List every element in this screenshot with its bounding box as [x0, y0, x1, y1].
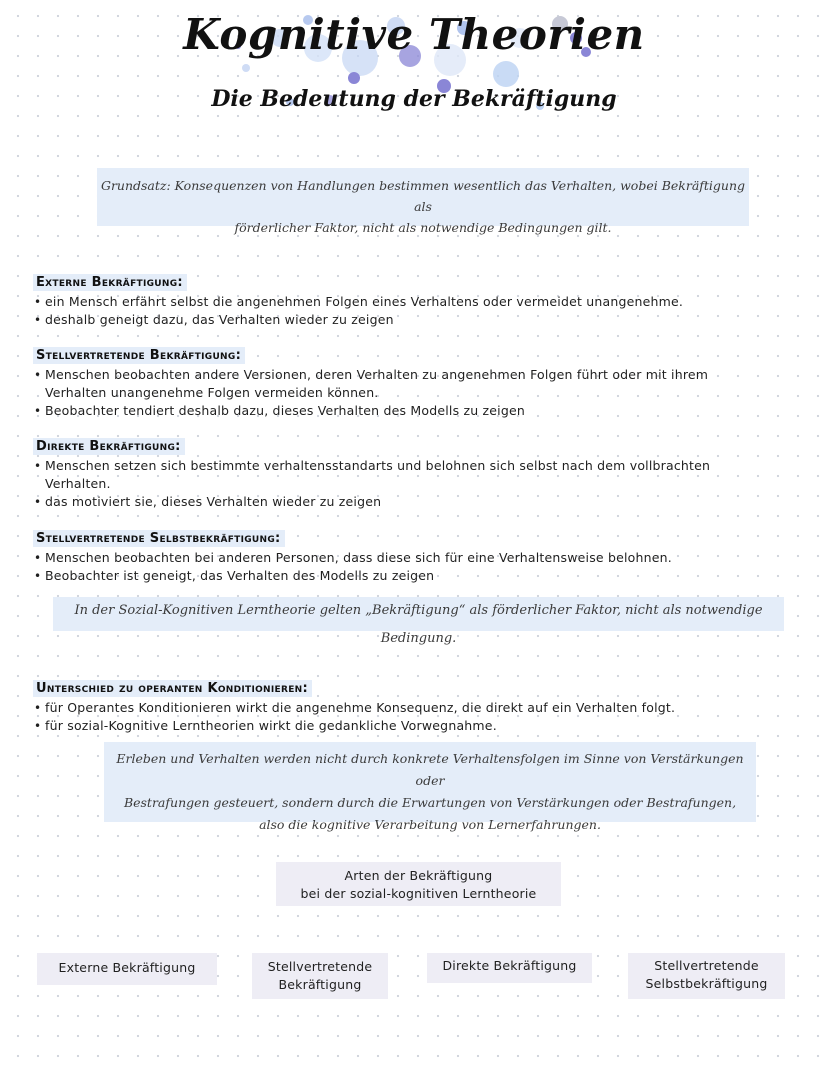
list-item: • Menschen beobachten bei anderen Personen, dass diese sich für eine Verhaltensweise belohnen.: [33, 549, 773, 567]
bullet-list: [33, 293, 773, 329]
diagram-box-externe: Externe Bekräftigung: [37, 953, 217, 985]
section-heading: Stellvertretende Bekräftigung:: [33, 347, 245, 364]
section-externe-bekraeftigung: [33, 271, 773, 329]
page-title: Kognitive Theorien: [183, 10, 645, 59]
diagram-box-stellvertretende: [252, 953, 388, 999]
intro-quote-line-1: Grundsatz: Konsequenzen von Handlungen bestimmen wesentlich das Verhalten, wobei Bekräftigung als: [100, 178, 746, 214]
intro-quote-line-2: förderlicher Faktor, nicht als notwendige Bedingungen gilt.: [234, 220, 612, 235]
diagram-box-line: Selbstbekräftigung: [645, 976, 768, 991]
section-heading: Externe Bekräftigung:: [33, 274, 187, 291]
bullet-list: [33, 549, 773, 585]
diagram-box-line: Bekräftigung: [278, 977, 362, 992]
bottom-quote-line-3: also die kognitive Verarbeitung von Lernerfahrungen.: [259, 817, 601, 832]
diagram-box-direkte: Direkte Bekräftigung: [427, 953, 592, 983]
bullet-list: [33, 699, 773, 735]
section-heading: Stellvertretende Selbstbekräftigung:: [33, 530, 285, 547]
bottom-quote-line-2: Bestrafungen gesteuert, sondern durch die Erwartungen von Verstärkungen oder Bestrafungen,: [123, 795, 737, 810]
section-heading: Direkte Bekräftigung:: [33, 438, 185, 455]
list-item: • für Operantes Konditionieren wirkt die angenehme Konsequenz, die direkt auf ein Verhalten folgt.: [33, 699, 773, 717]
list-item: • das motiviert sie, dieses Verhalten wieder zu zeigen: [33, 493, 773, 511]
list-item: • Beobachter tendiert deshalb dazu, dieses Verhalten des Modells zu zeigen: [33, 402, 773, 420]
intro-quote: [97, 168, 749, 235]
section-heading: Unterschied zu operanten Konditionieren:: [33, 680, 312, 697]
list-item: • ein Mensch erfährt selbst die angenehmen Folgen eines Verhaltens oder vermeidet unangenehme.: [33, 293, 773, 311]
list-item: • für sozial-Kognitive Lerntheorien wirkt die gedankliche Vorwegnahme.: [33, 717, 773, 735]
list-item: • deshalb geneigt dazu, das Verhalten wieder zu zeigen: [33, 311, 773, 329]
bullet-list: [33, 457, 773, 511]
diagram-box-line: Stellvertretende: [267, 959, 373, 974]
list-item: • Beobachter ist geneigt, das Verhalten des Modells zu zeigen: [33, 567, 773, 585]
bottom-quote: [104, 742, 756, 832]
section-direkte-bekraeftigung: [33, 435, 773, 511]
bottom-quote-line-1: Erleben und Verhalten werden nicht durch konkrete Verhaltensfolgen im Sinne von Verstärkungen oder: [116, 751, 744, 788]
diagram-box-selbstbekraeftigung: [628, 953, 785, 999]
middle-quote: In der Sozial-Kognitiven Lerntheorie gelten „Bekräftigung“ als förderlicher Faktor, nicht als notwendige Bedingung.: [53, 597, 784, 631]
page-subtitle: Die Bedeutung der Bekräftigung: [211, 86, 617, 112]
diagram-box-line: Stellvertretende: [654, 958, 759, 973]
diagram-main-line-1: Arten der Bekräftigung: [344, 868, 493, 883]
list-item: • Menschen beobachten andere Versionen, deren Verhalten zu angenehmen Folgen führt oder mit ihrem Verhalten unangenehme Folgen vermeiden können.: [33, 366, 773, 402]
diagram-main-box: [276, 862, 561, 906]
list-item: • Menschen setzen sich bestimmte verhaltensstandarts und belohnen sich selbst nach dem vollbrachten Verhalten.: [33, 457, 773, 493]
diagram-main-line-2: bei der sozial-kognitiven Lerntheorie: [300, 886, 537, 901]
section-stellvertretende-selbstbekraeftigung: [33, 527, 773, 585]
bullet-list: [33, 366, 773, 420]
section-stellvertretende-bekraeftigung: [33, 344, 773, 420]
section-unterschied-operanten-konditionieren: [33, 677, 773, 735]
